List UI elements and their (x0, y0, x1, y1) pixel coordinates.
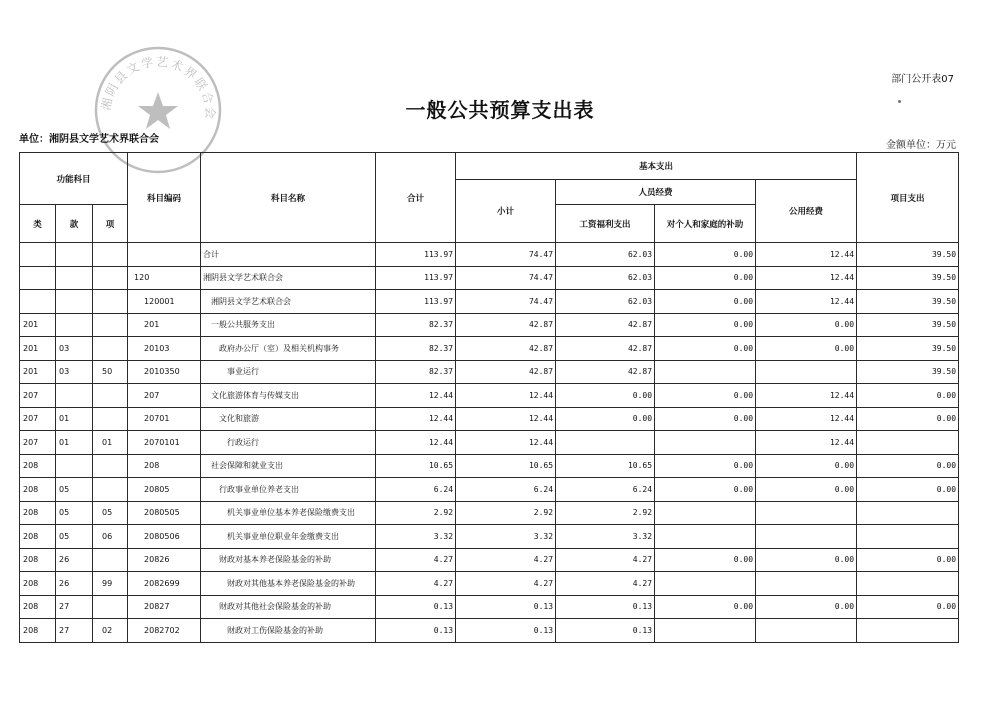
cell-kuan: 03 (56, 337, 93, 361)
cell-project: 0.00 (857, 384, 959, 408)
cell-wages: 0.00 (556, 407, 655, 431)
cell-subtotal: 3.32 (456, 525, 556, 549)
cell-subject-name: 机关事业单位职业年金缴费支出 (201, 525, 376, 549)
cell-project (857, 572, 959, 596)
cell-total: 4.27 (376, 572, 456, 596)
cell-total: 113.97 (376, 266, 456, 290)
header-project: 项目支出 (857, 153, 959, 243)
cell-kuan (56, 266, 93, 290)
cell-wages: 4.27 (556, 572, 655, 596)
cell-subject-code: 120001 (128, 290, 201, 314)
cell-xiang: 05 (93, 501, 128, 525)
cell-kuan: 05 (56, 478, 93, 502)
cell-subtotal: 4.27 (456, 548, 556, 572)
cell-public: 0.00 (756, 548, 857, 572)
cell-total: 0.13 (376, 595, 456, 619)
cell-subtotal: 42.87 (456, 360, 556, 384)
cell-xiang (93, 243, 128, 267)
cell-kuan (56, 454, 93, 478)
cell-xiang: 06 (93, 525, 128, 549)
cell-kuan: 26 (56, 572, 93, 596)
cell-xiang (93, 384, 128, 408)
cell-public (756, 619, 857, 643)
cell-xiang: 02 (93, 619, 128, 643)
cell-total: 6.24 (376, 478, 456, 502)
cell-kuan: 03 (56, 360, 93, 384)
header-basic: 基本支出 (456, 153, 857, 180)
cell-wages: 42.87 (556, 360, 655, 384)
svg-text:湘阴县文学艺术界联合会: 湘阴县文学艺术界联合会 (98, 54, 218, 121)
cell-public: 12.44 (756, 243, 857, 267)
cell-subtotal: 4.27 (456, 572, 556, 596)
cell-subtotal: 74.47 (456, 266, 556, 290)
cell-project: 0.00 (857, 548, 959, 572)
cell-subject-name: 文化旅游体育与传媒支出 (201, 384, 376, 408)
cell-subject-name: 湘阴县文学艺术联合会 (201, 290, 376, 314)
cell-xiang (93, 478, 128, 502)
cell-total: 82.37 (376, 337, 456, 361)
cell-subject-code: 20701 (128, 407, 201, 431)
cell-subject-name: 湘阴县文学艺术联合会 (201, 266, 376, 290)
cell-subject-code: 208 (128, 454, 201, 478)
cell-xiang (93, 337, 128, 361)
cell-lei (20, 290, 56, 314)
cell-total: 82.37 (376, 313, 456, 337)
table-row (20, 572, 959, 596)
cell-lei: 207 (20, 384, 56, 408)
cell-project: 0.00 (857, 478, 959, 502)
cell-project: 0.00 (857, 595, 959, 619)
cell-subtotal: 42.87 (456, 313, 556, 337)
cell-lei: 208 (20, 595, 56, 619)
table-row (20, 478, 959, 502)
cell-project: 39.50 (857, 243, 959, 267)
table-row (20, 313, 959, 337)
cell-lei (20, 266, 56, 290)
cell-public: 0.00 (756, 337, 857, 361)
cell-subject-code: 2082699 (128, 572, 201, 596)
table-row (20, 266, 959, 290)
amount-unit: 金额单位：万元 (886, 140, 956, 151)
header-subtotal: 小计 (456, 180, 556, 243)
cell-family: 0.00 (655, 290, 756, 314)
cell-public (756, 360, 857, 384)
header-family-subsidy: 对个人和家庭的补助 (655, 205, 756, 243)
cell-xiang (93, 548, 128, 572)
cell-kuan: 27 (56, 595, 93, 619)
cell-public: 0.00 (756, 595, 857, 619)
cell-kuan: 05 (56, 525, 93, 549)
cell-kuan: 05 (56, 501, 93, 525)
table-row (20, 290, 959, 314)
cell-family (655, 572, 756, 596)
cell-public (756, 572, 857, 596)
cell-project: 0.00 (857, 407, 959, 431)
table-row (20, 525, 959, 549)
cell-family: 0.00 (655, 243, 756, 267)
header-personnel: 人员经费 (556, 180, 756, 205)
cell-subject-code: 207 (128, 384, 201, 408)
cell-wages: 6.24 (556, 478, 655, 502)
cell-subject-name: 财政对基本养老保险基金的补助 (201, 548, 376, 572)
cell-wages: 0.13 (556, 595, 655, 619)
cell-subject-code: 2070101 (128, 431, 201, 455)
cell-subject-code: 2080505 (128, 501, 201, 525)
cell-subject-code: 201 (128, 313, 201, 337)
cell-subject-name: 财政对工伤保险基金的补助 (201, 619, 376, 643)
cell-subject-name: 文化和旅游 (201, 407, 376, 431)
cell-family: 0.00 (655, 384, 756, 408)
cell-wages: 0.00 (556, 384, 655, 408)
table-row (20, 337, 959, 361)
cell-public: 0.00 (756, 478, 857, 502)
cell-project (857, 525, 959, 549)
cell-lei: 207 (20, 407, 56, 431)
cell-family (655, 619, 756, 643)
cell-wages: 62.03 (556, 243, 655, 267)
cell-subject-name: 机关事业单位基本养老保险缴费支出 (201, 501, 376, 525)
budget-table (19, 152, 959, 643)
cell-family: 0.00 (655, 266, 756, 290)
cell-subtotal: 12.44 (456, 407, 556, 431)
cell-subject-code: 20826 (128, 548, 201, 572)
cell-family (655, 501, 756, 525)
header-kuan: 款 (56, 205, 93, 243)
cell-lei: 208 (20, 572, 56, 596)
cell-subtotal: 74.47 (456, 243, 556, 267)
cell-lei: 208 (20, 454, 56, 478)
cell-project: 0.00 (857, 454, 959, 478)
cell-subtotal: 12.44 (456, 431, 556, 455)
table-row (20, 595, 959, 619)
cell-subject-name: 行政事业单位养老支出 (201, 478, 376, 502)
header-func-subject: 功能科目 (20, 153, 128, 205)
cell-kuan: 01 (56, 407, 93, 431)
cell-subject-code: 2010350 (128, 360, 201, 384)
cell-wages: 4.27 (556, 548, 655, 572)
header-total: 合计 (376, 153, 456, 243)
cell-subtotal: 0.13 (456, 619, 556, 643)
cell-subject-code: 2082702 (128, 619, 201, 643)
cell-lei: 208 (20, 619, 56, 643)
table-row (20, 407, 959, 431)
cell-xiang (93, 454, 128, 478)
cell-total: 113.97 (376, 290, 456, 314)
cell-xiang: 99 (93, 572, 128, 596)
cell-project: 39.50 (857, 313, 959, 337)
cell-subject-code: 120 (128, 266, 201, 290)
table-row (20, 431, 959, 455)
cell-kuan (56, 384, 93, 408)
header-subject-name: 科目名称 (201, 153, 376, 243)
cell-public (756, 501, 857, 525)
cell-lei: 208 (20, 478, 56, 502)
scan-dot (898, 100, 901, 103)
table-row (20, 548, 959, 572)
cell-family: 0.00 (655, 313, 756, 337)
table-row (20, 501, 959, 525)
cell-subject-name: 合计 (201, 243, 376, 267)
cell-kuan: 01 (56, 431, 93, 455)
header-public-funds: 公用经费 (756, 180, 857, 243)
form-reference: 部门公开表07 (891, 74, 954, 85)
cell-project: 39.50 (857, 266, 959, 290)
cell-public: 0.00 (756, 313, 857, 337)
cell-xiang (93, 407, 128, 431)
cell-total: 2.92 (376, 501, 456, 525)
cell-wages: 62.03 (556, 266, 655, 290)
cell-wages: 62.03 (556, 290, 655, 314)
table-row (20, 454, 959, 478)
cell-subtotal: 12.44 (456, 384, 556, 408)
table-row (20, 360, 959, 384)
cell-wages: 42.87 (556, 337, 655, 361)
cell-wages: 2.92 (556, 501, 655, 525)
cell-total: 0.13 (376, 619, 456, 643)
cell-total: 3.32 (376, 525, 456, 549)
cell-kuan (56, 313, 93, 337)
table-row (20, 384, 959, 408)
cell-lei: 201 (20, 337, 56, 361)
cell-family (655, 525, 756, 549)
header-subject-code: 科目编码 (128, 153, 201, 243)
cell-total: 12.44 (376, 431, 456, 455)
unit-label: 单位：湘阴县文学艺术界联合会 (19, 134, 159, 145)
cell-project (857, 501, 959, 525)
cell-family: 0.00 (655, 595, 756, 619)
table-row (20, 243, 959, 267)
cell-total: 10.65 (376, 454, 456, 478)
cell-subject-name: 社会保障和就业支出 (201, 454, 376, 478)
cell-subtotal: 2.92 (456, 501, 556, 525)
cell-kuan (56, 290, 93, 314)
cell-total: 12.44 (376, 384, 456, 408)
cell-family: 0.00 (655, 454, 756, 478)
cell-public: 12.44 (756, 384, 857, 408)
cell-subject-name: 财政对其他社会保险基金的补助 (201, 595, 376, 619)
cell-total: 12.44 (376, 407, 456, 431)
cell-total: 113.97 (376, 243, 456, 267)
cell-xiang: 50 (93, 360, 128, 384)
cell-family (655, 360, 756, 384)
cell-total: 4.27 (376, 548, 456, 572)
cell-family: 0.00 (655, 548, 756, 572)
cell-wages: 42.87 (556, 313, 655, 337)
cell-subtotal: 74.47 (456, 290, 556, 314)
cell-total: 82.37 (376, 360, 456, 384)
cell-lei (20, 243, 56, 267)
cell-subject-name: 财政对其他基本养老保险基金的补助 (201, 572, 376, 596)
cell-public: 12.44 (756, 407, 857, 431)
cell-subtotal: 10.65 (456, 454, 556, 478)
header-lei: 类 (20, 205, 56, 243)
table-row (20, 619, 959, 643)
cell-subtotal: 6.24 (456, 478, 556, 502)
cell-subject-name: 一般公共服务支出 (201, 313, 376, 337)
header-wages: 工资福利支出 (556, 205, 655, 243)
cell-public: 12.44 (756, 290, 857, 314)
cell-wages: 3.32 (556, 525, 655, 549)
cell-wages: 10.65 (556, 454, 655, 478)
cell-family (655, 431, 756, 455)
cell-project (857, 619, 959, 643)
cell-kuan: 27 (56, 619, 93, 643)
cell-family: 0.00 (655, 478, 756, 502)
cell-subject-name: 政府办公厅（室）及相关机构事务 (201, 337, 376, 361)
cell-kuan: 26 (56, 548, 93, 572)
cell-subject-code: 20805 (128, 478, 201, 502)
cell-subject-code: 2080506 (128, 525, 201, 549)
cell-lei: 208 (20, 501, 56, 525)
cell-xiang (93, 313, 128, 337)
cell-xiang: 01 (93, 431, 128, 455)
cell-project: 39.50 (857, 360, 959, 384)
cell-family: 0.00 (655, 337, 756, 361)
cell-subtotal: 0.13 (456, 595, 556, 619)
cell-project (857, 431, 959, 455)
cell-public: 0.00 (756, 454, 857, 478)
cell-subject-name: 事业运行 (201, 360, 376, 384)
cell-subject-code: 20827 (128, 595, 201, 619)
cell-xiang (93, 266, 128, 290)
cell-public: 12.44 (756, 266, 857, 290)
cell-wages: 0.13 (556, 619, 655, 643)
cell-xiang (93, 290, 128, 314)
page-title: 一般公共预算支出表 (405, 98, 595, 122)
cell-lei: 208 (20, 525, 56, 549)
cell-family: 0.00 (655, 407, 756, 431)
cell-lei: 201 (20, 313, 56, 337)
cell-project: 39.50 (857, 337, 959, 361)
cell-lei: 207 (20, 431, 56, 455)
cell-lei: 208 (20, 548, 56, 572)
cell-wages (556, 431, 655, 455)
cell-subject-code: 20103 (128, 337, 201, 361)
cell-project: 39.50 (857, 290, 959, 314)
cell-kuan (56, 243, 93, 267)
header-xiang: 项 (93, 205, 128, 243)
cell-lei: 201 (20, 360, 56, 384)
cell-xiang (93, 595, 128, 619)
cell-subtotal: 42.87 (456, 337, 556, 361)
cell-public: 12.44 (756, 431, 857, 455)
cell-public (756, 525, 857, 549)
cell-subject-code (128, 243, 201, 267)
cell-subject-name: 行政运行 (201, 431, 376, 455)
